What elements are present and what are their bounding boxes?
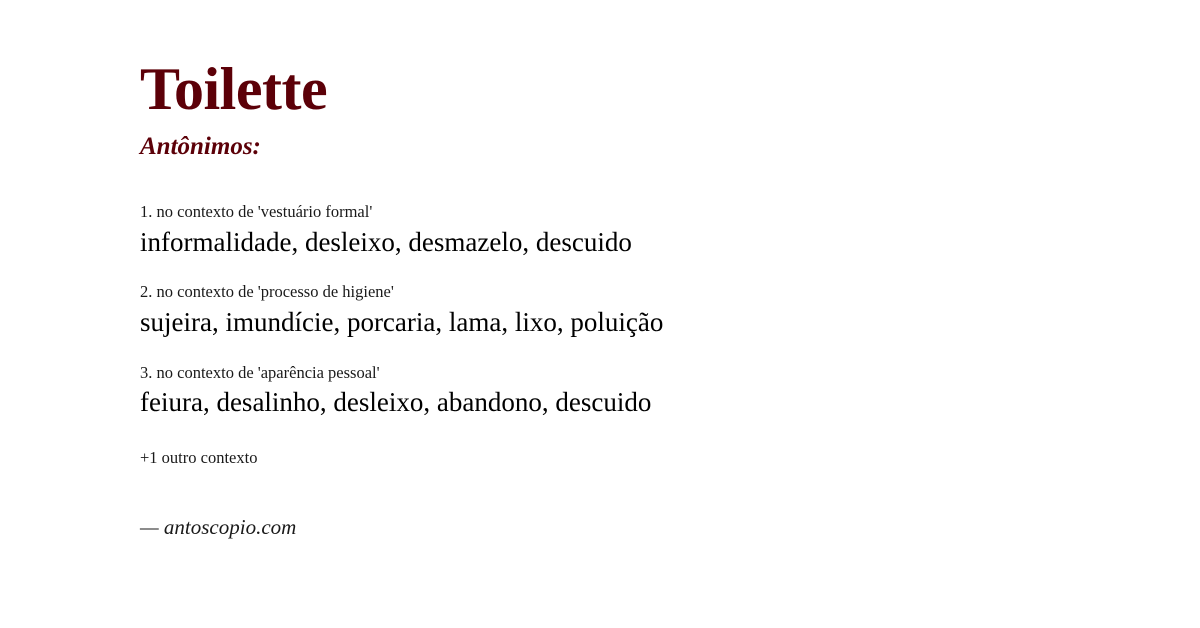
more-contexts-link[interactable]: +1 outro contexto: [140, 448, 258, 468]
sense-words: informalidade, desleixo, desmazelo, descuido: [140, 226, 632, 257]
page-title: Toilette: [140, 56, 328, 122]
sense-entry: [140, 202, 1060, 259]
sense-words: sujeira, imundície, porcaria, lama, lixo, poluição: [140, 307, 664, 337]
sense-words: feiura, desalinho, desleixo, abandono, descuido: [140, 387, 652, 418]
sense-entry: [140, 282, 1060, 339]
sense-entry: [140, 363, 1060, 420]
sense-context-label: 2. no contexto de 'processo de higiene': [140, 282, 394, 302]
sense-context-label: 3. no contexto de 'aparência pessoal': [140, 362, 380, 382]
section-subtitle: Antônimos:: [140, 133, 261, 160]
senses-list: [140, 202, 1060, 420]
source-attribution: — antoscopio.com: [140, 515, 297, 540]
sense-context-label: 1. no contexto de 'vestuário formal': [140, 202, 373, 221]
